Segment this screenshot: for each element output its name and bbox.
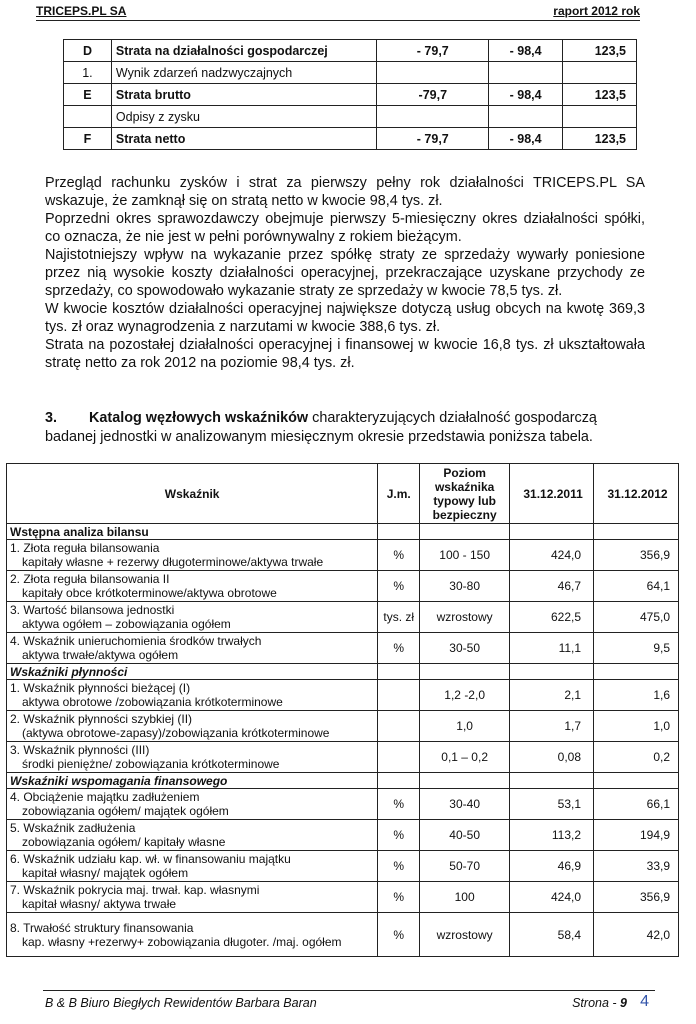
summary-code: 1.	[64, 62, 112, 84]
indicator-unit: %	[378, 913, 420, 957]
indicator-unit	[378, 742, 420, 773]
indicator-name	[7, 540, 378, 571]
indicator-title: 1. Wskaźnik płynności bieżącej (I)	[10, 681, 191, 695]
indicator-value-2012: 0,2	[594, 742, 679, 773]
indicator-value-2012: 66,1	[594, 789, 679, 820]
indicator-safe-level: 50-70	[420, 851, 510, 882]
empty-cell	[594, 664, 679, 680]
summary-label: Wynik zdarzeń nadzwyczajnych	[111, 62, 377, 84]
indicator-title: 2. Złota reguła bilansowania II	[10, 572, 170, 586]
indicator-row	[7, 680, 679, 711]
summary-value-3	[563, 106, 637, 128]
indicators-header-row	[7, 464, 679, 524]
empty-cell	[594, 524, 679, 540]
summary-code	[64, 106, 112, 128]
indicator-value-2011: 113,2	[510, 820, 594, 851]
indicator-name	[7, 742, 378, 773]
indicator-name	[7, 633, 378, 664]
indicator-formula: aktywa obrotowe /zobowiązania krótkoterminowe	[22, 695, 283, 709]
indicator-group-title: Wskaźniki płynności	[7, 664, 378, 680]
indicator-formula: zobowiązania ogółem/ majątek ogółem	[22, 804, 229, 818]
indicator-value-2011: 0,08	[510, 742, 594, 773]
empty-cell	[378, 664, 420, 680]
section-number: 3.	[45, 410, 58, 426]
indicator-unit: %	[378, 571, 420, 602]
footer-page-number: 9	[620, 996, 627, 1010]
summary-code: D	[64, 40, 112, 62]
indicator-row	[7, 602, 679, 633]
summary-value-1: -79,7	[377, 84, 489, 106]
analysis-text	[45, 174, 645, 372]
indicator-name	[7, 571, 378, 602]
footer-page-label: Strona -	[572, 996, 617, 1010]
indicator-unit: %	[378, 633, 420, 664]
indicator-value-2012: 194,9	[594, 820, 679, 851]
indicator-unit	[378, 711, 420, 742]
summary-value-3: 123,5	[563, 84, 637, 106]
indicator-unit: %	[378, 882, 420, 913]
indicator-row	[7, 913, 679, 957]
paragraph: Strata na pozostałej działalności operacyjnej i finansowej w kwocie 16,8 tys. zł ukształtowała stratę netto za rok 2012 na poziomie 98,4 tys. zł.	[45, 337, 645, 371]
indicator-value-2012: 356,9	[594, 540, 679, 571]
indicator-unit: %	[378, 789, 420, 820]
col-header-2012: 31.12.2012	[594, 464, 679, 524]
col-header-unit: J.m.	[378, 464, 420, 524]
indicator-title: 1. Złota reguła bilansowania	[10, 541, 160, 555]
indicator-unit: %	[378, 820, 420, 851]
indicator-group-row	[7, 524, 679, 540]
empty-cell	[420, 524, 510, 540]
summary-code: E	[64, 84, 112, 106]
indicator-value-2011: 1,7	[510, 711, 594, 742]
indicator-formula: aktywa ogółem – zobowiązania ogółem	[22, 617, 231, 631]
page-header	[36, 4, 640, 21]
indicator-value-2011: 2,1	[510, 680, 594, 711]
col-header-level: Poziom wskaźnika typowy lub bezpieczny	[420, 464, 510, 524]
paragraph: Poprzedni okres sprawozdawczy obejmuje pierwszy 5-miesięczny okres działalności spółki, co oznacza, że nie jest w pełni porównywalny z rokiem bieżącym.	[45, 211, 645, 245]
indicator-title: 3. Wskaźnik płynności (III)	[10, 743, 150, 757]
col-header-indicator: Wskaźnik	[7, 464, 378, 524]
summary-row	[64, 84, 637, 106]
indicator-value-2012: 356,9	[594, 882, 679, 913]
col-header-2011: 31.12.2011	[510, 464, 594, 524]
indicator-unit: %	[378, 851, 420, 882]
empty-cell	[510, 773, 594, 789]
indicator-title: 6. Wskaźnik udziału kap. wł. w finansowaniu majątku	[10, 852, 291, 866]
header-report-year: raport 2012 rok	[553, 4, 640, 18]
indicator-row	[7, 711, 679, 742]
indicator-row	[7, 540, 679, 571]
empty-cell	[594, 773, 679, 789]
summary-value-2: - 98,4	[489, 128, 563, 150]
indicator-name	[7, 711, 378, 742]
summary-value-3	[563, 62, 637, 84]
header-company: TRICEPS.PL SA	[36, 4, 127, 18]
footer-page	[572, 996, 627, 1010]
indicator-name	[7, 602, 378, 633]
indicator-formula: kapitały obce krótkoterminowe/aktywa obrotowe	[22, 586, 277, 600]
indicator-row	[7, 571, 679, 602]
empty-cell	[420, 664, 510, 680]
empty-cell	[378, 524, 420, 540]
summary-value-1: - 79,7	[377, 128, 489, 150]
summary-label: Odpisy z zysku	[111, 106, 377, 128]
section-text: charakteryzujących działalność gospodarczą badanej jednostki w analizowanym miesięcznym okresie przedstawia poniższa tabela.	[45, 410, 597, 445]
summary-table	[63, 39, 637, 150]
indicator-value-2011: 53,1	[510, 789, 594, 820]
indicator-safe-level: 30-50	[420, 633, 510, 664]
summary-value-1	[377, 62, 489, 84]
indicator-value-2012: 1,6	[594, 680, 679, 711]
indicator-value-2012: 33,9	[594, 851, 679, 882]
indicator-formula: kap. własny +rezerwy+ zobowiązania długoter. /maj. ogółem	[22, 934, 342, 949]
indicator-value-2011: 46,7	[510, 571, 594, 602]
empty-cell	[510, 524, 594, 540]
indicator-title: 4. Obciążenie majątku zadłużeniem	[10, 790, 200, 804]
indicator-row	[7, 742, 679, 773]
indicator-safe-level: 30-40	[420, 789, 510, 820]
indicator-unit: %	[378, 540, 420, 571]
indicator-title: 8. Trwałość struktury finansowania	[10, 920, 194, 935]
indicator-value-2012: 9,5	[594, 633, 679, 664]
indicator-name	[7, 882, 378, 913]
indicator-value-2012: 475,0	[594, 602, 679, 633]
indicator-group-title: Wskaźniki wspomagania finansowego	[7, 773, 378, 789]
indicator-safe-level: 0,1 – 0,2	[420, 742, 510, 773]
indicator-value-2011: 46,9	[510, 851, 594, 882]
indicator-row	[7, 820, 679, 851]
indicator-row	[7, 851, 679, 882]
summary-value-2	[489, 62, 563, 84]
indicator-title: 5. Wskaźnik zadłużenia	[10, 821, 136, 835]
indicator-formula: zobowiązania ogółem/ kapitały własne	[22, 835, 226, 849]
indicator-name	[7, 680, 378, 711]
summary-label: Strata brutto	[111, 84, 377, 106]
indicator-value-2012: 1,0	[594, 711, 679, 742]
indicator-safe-level: wzrostowy	[420, 602, 510, 633]
indicator-formula: kapitał własny/ aktywa trwałe	[22, 897, 177, 911]
indicator-title: 7. Wskaźnik pokrycia maj. trwał. kap. własnymi	[10, 883, 260, 897]
indicator-safe-level: 30-80	[420, 571, 510, 602]
summary-value-2: - 98,4	[489, 84, 563, 106]
indicator-value-2011: 424,0	[510, 882, 594, 913]
indicator-title: 2. Wskaźnik płynności szybkiej (II)	[10, 712, 193, 726]
page-footer	[43, 990, 655, 1013]
indicator-formula: środki pieniężne/ zobowiązania krótkoterminowe	[22, 757, 280, 771]
indicator-safe-level: 100	[420, 882, 510, 913]
indicator-safe-level: wzrostowy	[420, 913, 510, 957]
indicator-group-row	[7, 664, 679, 680]
indicator-name	[7, 820, 378, 851]
indicator-value-2011: 11,1	[510, 633, 594, 664]
paragraph: Przegląd rachunku zysków i strat za pierwszy pełny rok działalności TRICEPS.PL SA wskazuje, że zamknął się on stratą netto w kwocie 98,4 tys. zł.	[45, 175, 645, 209]
paragraph: Najistotniejszy wpływ na wykazanie przez spółkę straty ze sprzedaży wywarły poniesione przez nią wysokie koszty działalności operacyjnej, przekraczające uzyskane przychody ze sprzedaży, co spowodowało wykazanie straty ze sprzedaży w kwocie 78,5 tys. zł.	[45, 247, 645, 299]
indicator-group-row	[7, 773, 679, 789]
indicator-unit: tys. zł	[378, 602, 420, 633]
indicator-row	[7, 633, 679, 664]
indicators-table	[6, 463, 679, 957]
indicator-value-2011: 424,0	[510, 540, 594, 571]
indicator-formula: kapitał własny/ majątek ogółem	[22, 866, 189, 880]
summary-value-2: - 98,4	[489, 40, 563, 62]
section-title: Katalog węzłowych wskaźników	[89, 410, 309, 426]
indicator-row	[7, 789, 679, 820]
summary-row	[64, 128, 637, 150]
paragraph: W kwocie kosztów działalności operacyjnej największe dotyczą usług obcych na kwotę 369,3 tys. zł oraz wynagrodzenia z narzutami w kwocie 388,6 tys. zł.	[45, 301, 645, 335]
indicator-name	[7, 913, 378, 957]
indicator-safe-level: 1,2 -2,0	[420, 680, 510, 711]
indicator-group-title: Wstępna analiza bilansu	[7, 524, 378, 540]
summary-row	[64, 106, 637, 128]
indicator-title: 3. Wartość bilansowa jednostki	[10, 603, 175, 617]
indicator-title: 4. Wskaźnik unieruchomienia środków trwałych	[10, 634, 262, 648]
summary-value-1	[377, 106, 489, 128]
empty-cell	[378, 773, 420, 789]
section-3-intro	[45, 409, 645, 446]
summary-label: Strata na działalności gospodarczej	[111, 40, 377, 62]
indicator-value-2011: 622,5	[510, 602, 594, 633]
summary-row	[64, 40, 637, 62]
footer-company: B & B Biuro Biegłych Rewidentów Barbara Baran	[45, 996, 317, 1010]
summary-label: Strata netto	[111, 128, 377, 150]
indicator-formula: aktywa trwałe/aktywa ogółem	[22, 648, 179, 662]
indicator-value-2012: 42,0	[594, 913, 679, 957]
empty-cell	[510, 664, 594, 680]
indicator-value-2011: 58,4	[510, 913, 594, 957]
indicator-unit	[378, 680, 420, 711]
indicator-value-2012: 64,1	[594, 571, 679, 602]
summary-value-1: - 79,7	[377, 40, 489, 62]
empty-cell	[420, 773, 510, 789]
summary-code: F	[64, 128, 112, 150]
indicator-safe-level: 100 - 150	[420, 540, 510, 571]
indicator-safe-level: 40-50	[420, 820, 510, 851]
summary-value-3: 123,5	[563, 40, 637, 62]
indicator-safe-level: 1,0	[420, 711, 510, 742]
indicator-name	[7, 789, 378, 820]
indicator-row	[7, 882, 679, 913]
indicator-name	[7, 851, 378, 882]
indicator-formula: kapitały własne + rezerwy długoterminowe/aktywa trwałe	[22, 555, 324, 569]
handwritten-mark: 4	[640, 993, 649, 1010]
summary-value-2	[489, 106, 563, 128]
indicator-formula: (aktywa obrotowe-zapasy)/zobowiązania krótkoterminowe	[22, 726, 330, 740]
summary-row	[64, 62, 637, 84]
summary-value-3: 123,5	[563, 128, 637, 150]
